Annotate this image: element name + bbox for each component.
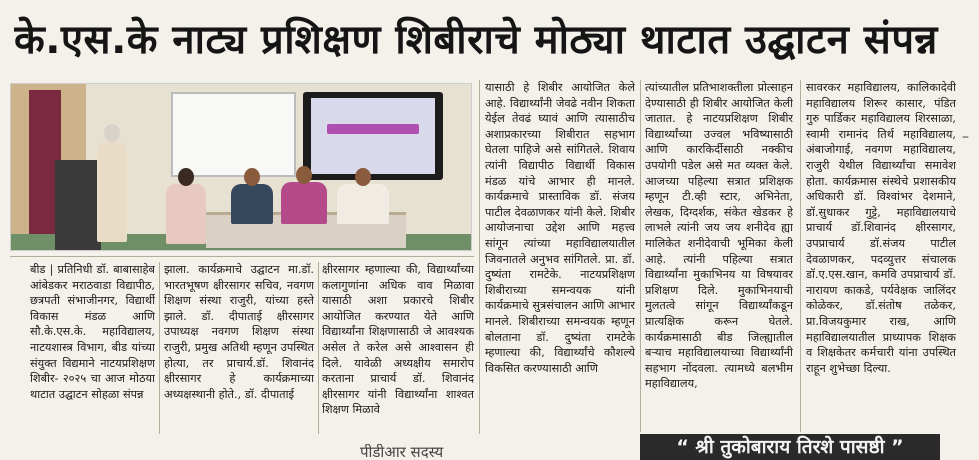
article-text: त्यांच्यातील प्रतिभाशक्तीला प्रोत्साहन देण्यासाठी ही शिबीर आयोजित केली जातात. हे नाटयप्रशिक्षण शिबीर विद्यार्थ्यांच्या उज्वल भविष्यासाठी आणि कारकिर्दीसाठी नक्कीच उपयोगी पडेल असे मत व्यक्त केले. आजच्या पहिल्या सत्रात प्रशिक्षक म्हणून टी.व्ही स्टार, अभिनेता, लेखक, दिग्दर्शक, संकेत खेडकर हे लाभले त्यांनी जय जय शनीदेव ह्या मालिकेत शनीदेवाची भूमिका केली आहे. त्यांनी पहिल्या सत्रात विद्यार्थ्यांना मुकाभिनय या विषयावर प्रशिक्षण दिले. मुकाभिनयाची मुलतत्वे सांगून विद्यार्थ्यांकडून प्रात्यक्षिक करून घेतले. कार्यक्रमासाठी बीड जिल्ह्यातील बऱ्याच महाविद्यालयाच्या विद्यार्थ्यांनी सहभाग नोंदवला. त्यामध्ये बलभीम महाविद्यालय,: [645, 81, 793, 391]
article-column-5: [645, 80, 793, 432]
photo-guest-4-head: [355, 168, 371, 186]
article-text: सावरकर महाविद्यालय, कालिकादेवी महाविद्यालय शिरूर कासार, पंडित गुरु पार्डिकर महाविद्यालय शिरसाळा, स्वामी रामानंद तिर्थ महाविद्यालय, अंबाजोगाई, नवगण महाविद्यालय, राजुरी येथील विद्यार्थ्यांचा समावेश होता. कार्यक्रमास संस्थेचे प्रशासकीय अधिकारी डॉ. विश्वांभर देशमाने, डॉ.सुधाकर गुट्टे, महाविद्यालयाचे प्राचार्य डॉ.शिवानंद क्षीरसागर, उपप्राचार्य डॉ.संजय पाटील देवळाणकर, पदव्युत्तर संचालक डॉ.ए.एस.खान, कमवि उपप्राचार्य डॉ. नारायण काकडे, पर्यवेक्षक जालिंदर कोळेकर, डॉ.संतोष तळेकर, प्रा.विजयकुमार राख, आणि महाविद्यालयातील प्राध्यापक शिक्षक व शिक्षकेतर कर्मचारी यांना उपस्थित राहून शुभेच्छा दिल्या.: [806, 81, 956, 375]
photo-guest-4: [337, 184, 389, 224]
column-rule-5: [800, 80, 801, 432]
photo-screen-slide: [311, 98, 435, 174]
page-headline: के.एस.के नाट्य प्रशिक्षण शिबीराचे मोठ्या थाटात उद्घाटन संपन्न: [14, 17, 938, 63]
article-column-4: [485, 80, 635, 432]
article-text: झाला. कार्यक्रमाचे उद्घाटन मा.डॉ. भारतभूषण क्षीरसागर सचिव, नवगण शिक्षण संस्था राजुरी, यांच्या हस्ते झाले. डॉ. दीपाताई क्षीरसागर उपाध्यक्ष नवगण शिक्षण संस्था राजुरी, प्रमुख अतिथी म्हणून उपस्थित होत्या, तर प्राचार्य.डॉ. शिवानंद क्षीरसागर हे कार्यक्रमाच्या अध्यक्षस्थानी होते., डॉ. दीपाताई: [164, 263, 314, 401]
photo-guest-1-head: [178, 168, 194, 186]
margin-mark: –: [962, 129, 969, 145]
cutoff-text: पीडीआर सदस्य: [360, 444, 444, 460]
photo-guest-3-head: [296, 166, 312, 184]
article-column-1: [30, 262, 155, 432]
photo-speaker: [97, 142, 127, 242]
article-text: क्षीरसागर म्हणाल्या की, विद्यार्थ्यांच्या कलागुणांना अधिक वाव मिळावा यासाठी अशा प्रकारचे शिबीर आयोजित करण्यात येते आणि विद्यार्थ्यांना शिक्षणासाठी जे आवश्यक असेल ते करेल असे आश्वासन ही दिले. यावेळी अध्यक्षीय समारोप करताना प्राचार्य डॉ. शिवानंद क्षीरसागर यांनी विद्यार्थ्यांना शाश्वत शिक्षण मिळावे: [322, 263, 474, 417]
photo-guest-3: [281, 182, 327, 224]
column-rule-1: [159, 262, 160, 434]
column-rule-3: [479, 80, 480, 434]
next-article-banner: “ श्री तुकोबाराय तिरशे पासष्ठी ”: [640, 434, 940, 460]
photo-guest-2-head: [244, 168, 260, 186]
column-rule-2: [318, 262, 319, 434]
column-rule-4: [640, 80, 641, 432]
event-photo: [10, 83, 472, 251]
article-text: बीड | प्रतिनिधी डॉ. बाबासाहेब आंबेडकर मराठवाडा विद्यापीठ, छत्रपती संभाजीनगर, विद्यार्थी विकास मंडळ आणि सौ.के.एस.के. महाविद्यालय, नाटयशास्त्र विभाग, बीड यांच्या संयुक्त विद्यमाने नाटयप्रशिक्षण शिबीर- २०२५ चा आज मोठया थाटात उद्घाटन सोहळा संपन्न: [30, 263, 155, 401]
article-column-6: [806, 80, 956, 432]
article-text: यासाठी हे शिबीर आयोजित केले आहे. विद्यार्थ्यांनी जेवढे नवीन शिकता येईल तेवढं घ्यावं आणि त्यासाठीच अशाप्रकारच्या शिबीरात सहभाग घेतला पाहिजे असे सांगितले. शिवाय त्यांनी विद्यापीठ विद्यार्थी विकास मंडळ यांचे आभार ही मानले. कार्यक्रमाचे प्रास्ताविक डॉ. संजय पाटील देवळाणकर यांनी केले. शिबीर आयोजनाचा उद्देश आणि महत्त्व सांगून त्यांच्या महाविद्यालयातील जिवनातले अनुभव सांगितले. प्रा. डॉ. दुष्यंता रामटेके. नाटयप्रशिक्षण शिबीराच्या समन्वयक यांनी कार्यक्रमाचे सुत्रसंचालन आणि आभार मानले. शिबीराच्या समन्वयक म्हणून बोलताना डॉ. दुष्यंता रामटेके म्हणाल्या की, विद्यार्थ्यांचे कौशल्ये विकसित करण्यासाठी आणि: [485, 81, 635, 375]
photo-screen-title: [327, 124, 419, 134]
photo-podium: [55, 160, 101, 250]
article-column-3: [322, 262, 474, 432]
photo-speaker-head: [104, 124, 120, 142]
photo-guest-1: [166, 184, 206, 244]
photo-rule: [10, 256, 474, 257]
photo-whiteboard: [171, 92, 296, 177]
photo-guest-2: [231, 184, 273, 224]
article-column-2: [164, 262, 314, 432]
